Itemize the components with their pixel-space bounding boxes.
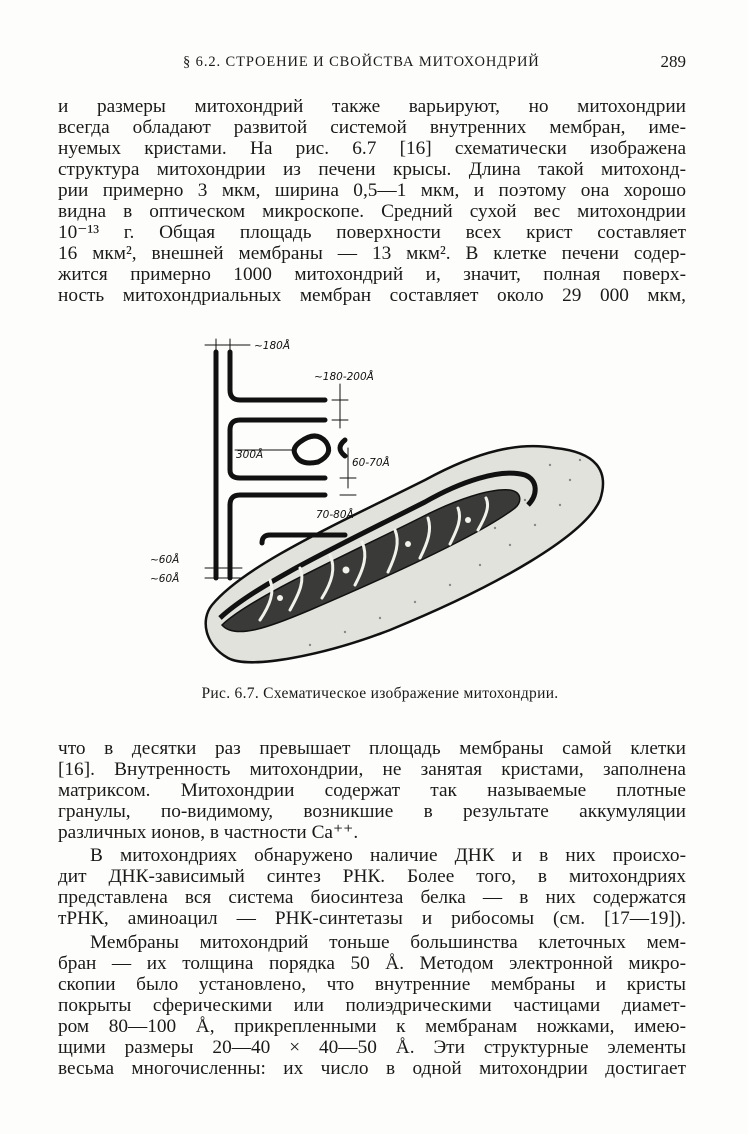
text-line: жится примерно 1000 митохондрий и, значит, полная поверх-	[58, 264, 686, 285]
text-line: различных ионов, в частности Ca⁺⁺.	[58, 822, 359, 843]
text-line: ность митохондриальных мембран составляет около 29 000 мкм,	[58, 285, 686, 306]
label-180-200a: ~180-200Å	[314, 371, 374, 383]
text-line: ром 80—100 Å, прикрепленными к мембранам ножками, имею-	[58, 1016, 686, 1037]
text-line: скопии было установлено, что внутренние мембраны и кристы	[58, 974, 686, 995]
running-title: § 6.2. СТРОЕНИЕ И СВОЙСТВА МИТОХОНДРИЙ	[183, 54, 540, 70]
text-line: всегда обладают развитой системой внутренних мембран, име-	[58, 117, 686, 138]
label-300a: 300Å	[236, 449, 264, 461]
text-line: щими размеры 20—40 × 40—50 Å. Эти структурные элементы	[58, 1037, 686, 1058]
label-70-80a: 70-80Å	[316, 509, 354, 521]
label-60a-top: ~60Å	[150, 554, 180, 566]
text-line: нуемых кристами. На рис. 6.7 [16] схематически изображена	[58, 138, 686, 159]
text-line: [16]. Внутренность митохондрии, не занятая кристами, заполнена	[58, 759, 686, 780]
text-line: представлена вся система биосинтеза белка — в них содержатся	[58, 887, 686, 908]
label-60-70a: 60-70Å	[352, 457, 390, 469]
text-line: 16 мкм², внешней мембраны — 13 мкм². В клетке печени содер-	[58, 243, 686, 264]
text-line: рии примерно 3 мкм, ширина 0,5—1 мкм, и поэтому она хорошо	[58, 180, 686, 201]
text-line: бран — их толщина порядка 50 Å. Методом электронной микро-	[58, 953, 686, 974]
text-line: что в десятки раз превышает площадь мембраны самой клетки	[58, 738, 686, 759]
text-line: и размеры митохондрий также варьируют, но митохондрии	[58, 96, 686, 117]
mitochondrion-illustration	[150, 330, 610, 675]
page-number: 289	[660, 52, 686, 71]
page-header	[58, 50, 686, 76]
label-180a: ~180Å	[254, 340, 291, 352]
figure-caption: Рис. 6.7. Схематическое изображение митохондрии.	[201, 685, 559, 702]
text-line: тРНК, аминоацил — РНК-синтетазы и рибосомы (см. [17—19]).	[58, 908, 686, 929]
text-line: Мембраны митохондрий тоньше большинства клеточных мем-	[90, 932, 686, 953]
label-60a-bottom: ~60Å	[150, 573, 180, 585]
text-line: гранулы, по-видимому, возникшие в результате аккумуляции	[58, 801, 686, 822]
paragraph-1	[58, 96, 686, 306]
paragraph-2	[58, 738, 686, 843]
text-line: весьма многочисленны: их число в одной митохондрии достигает	[58, 1058, 686, 1079]
text-line: 10⁻¹³ г. Общая площадь поверхности всех крист составляет	[58, 222, 686, 243]
text-line: структура митохондрии из печени крысы. Длина такой митохонд-	[58, 159, 686, 180]
paragraph-3	[58, 845, 686, 929]
text-line: дит ДНК-зависимый синтез РНК. Более того, в митохондриях	[58, 866, 686, 887]
text-line: матриксом. Митохондрии содержат так называемые плотные	[58, 780, 686, 801]
text-line: В митохондриях обнаружено наличие ДНК и в них происхо-	[90, 845, 686, 866]
paragraph-4	[58, 932, 686, 1079]
mitochondrion-figure	[150, 330, 610, 702]
text-line: видна в оптическом микроскопе. Средний сухой вес митохондрии	[58, 201, 686, 222]
text-line: покрыты сферическими или полиэдрическими частицами диамет-	[58, 995, 686, 1016]
